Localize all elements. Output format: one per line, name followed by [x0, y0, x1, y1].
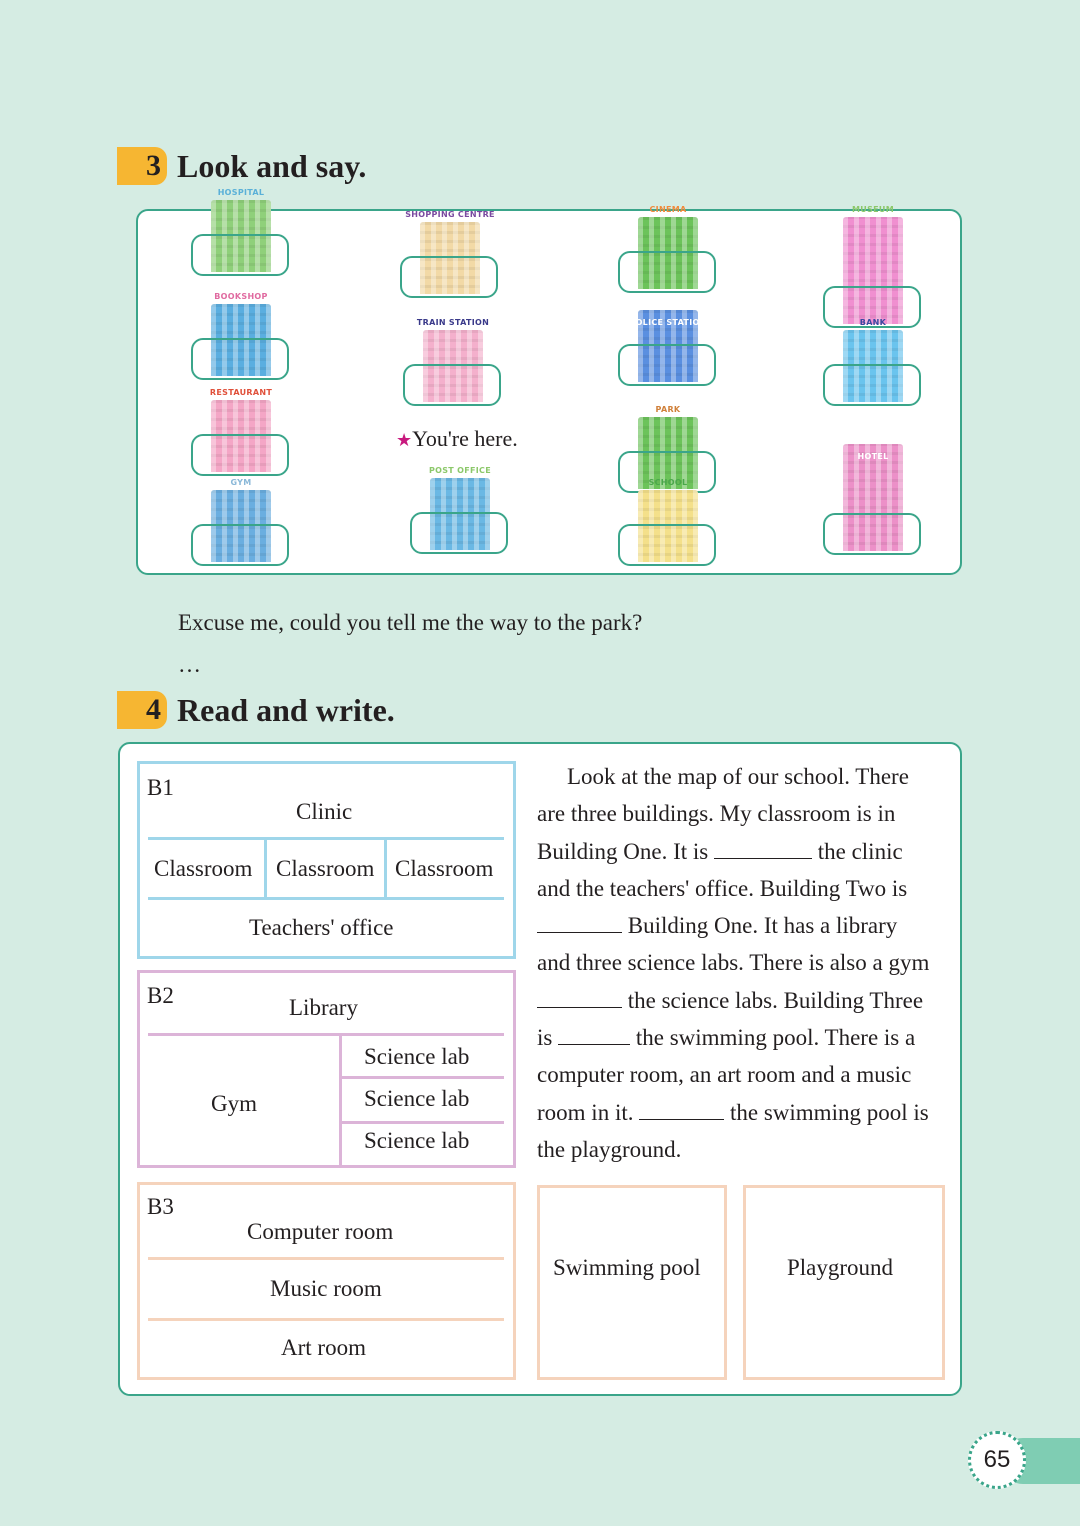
building-sign: HOSPITAL [217, 188, 265, 197]
building-two-label: B2 [147, 983, 174, 1008]
section-number-badge: 3 [117, 147, 167, 185]
answer-slot[interactable] [618, 344, 716, 386]
passage-text: Building One. It has a library [627, 913, 898, 939]
playground-label: Playground [787, 1255, 894, 1280]
divider [264, 839, 267, 899]
building-sign: BANK [859, 318, 887, 327]
room-clinic: Clinic [296, 799, 353, 824]
building-sign: PARK [655, 405, 681, 414]
passage-text: Building One. It is [537, 838, 709, 864]
building-gym [186, 478, 296, 568]
answer-slot[interactable] [191, 234, 289, 276]
room-music-room: Music room [270, 1276, 382, 1301]
passage-line: are three buildings. My classroom is in [537, 801, 896, 827]
building-school [613, 478, 723, 568]
room-computer-room: Computer room [247, 1219, 394, 1244]
room-art-room: Art room [281, 1335, 366, 1360]
you-are-here-marker [396, 426, 518, 452]
room-teachers-office: Teachers' office [249, 915, 394, 940]
room-classroom: Classroom [154, 856, 253, 881]
building-hotel [818, 432, 928, 557]
passage-text: is [537, 1025, 553, 1051]
building-sign: MUSEUM [852, 205, 894, 214]
answer-slot[interactable] [191, 338, 289, 380]
answer-slot[interactable] [618, 524, 716, 566]
building-three-label: B3 [147, 1194, 174, 1219]
passage-text: the science labs. Building Three [627, 987, 924, 1013]
building-post-office [405, 466, 515, 556]
building-police-station [613, 298, 723, 388]
section-title: Read and write. [177, 691, 395, 728]
answer-slot[interactable] [823, 364, 921, 406]
room-science-lab: Science lab [364, 1128, 470, 1153]
room-science-lab: Science lab [364, 1044, 470, 1069]
dialog-continue: … [178, 652, 201, 677]
answer-blank-3[interactable] [537, 989, 622, 1008]
answer-blank-4[interactable] [558, 1026, 630, 1045]
passage-line [537, 1094, 955, 1131]
room-science-lab: Science lab [364, 1086, 470, 1111]
dialog-line: Excuse me, could you tell me the way to the park? [178, 610, 643, 635]
swimming-pool-area [537, 1185, 727, 1380]
passage-line [537, 907, 955, 944]
section-4-heading [117, 691, 395, 729]
divider [339, 1035, 342, 1165]
passage-text: the swimming pool is [729, 1099, 929, 1125]
passage-line: Look at the map of our school. There [567, 764, 909, 789]
divider [384, 839, 387, 899]
building-bank [818, 318, 928, 408]
answer-slot[interactable] [400, 256, 498, 298]
divider [341, 1121, 504, 1124]
passage-line [537, 833, 955, 870]
answer-slot[interactable] [191, 434, 289, 476]
section-3-heading [117, 147, 366, 185]
answer-blank-2[interactable] [537, 914, 622, 933]
answer-slot[interactable] [403, 364, 501, 406]
passage-line [537, 1019, 955, 1056]
room-library: Library [289, 995, 358, 1020]
passage-line: and the teachers' office. Building Two is [537, 875, 908, 901]
passage-line: and three science labs. There is also a gym [537, 950, 930, 976]
passage-text: room in it. [537, 1099, 634, 1125]
building-sign: GYM [230, 478, 252, 487]
room-classroom: Classroom [276, 856, 375, 881]
passage-line: the playground. [537, 1136, 682, 1162]
section-number-badge: 4 [117, 691, 167, 729]
building-sign: SHOPPING CENTRE [405, 210, 495, 219]
divider [148, 837, 504, 840]
passage-line: computer room, an art room and a music [537, 1062, 912, 1088]
building-cinema [613, 205, 723, 295]
room-classroom: Classroom [395, 856, 494, 881]
divider [148, 897, 504, 900]
building-sign: RESTAURANT [209, 388, 273, 397]
divider [341, 1076, 504, 1079]
answer-blank-5[interactable] [639, 1101, 724, 1120]
passage-text: the swimming pool. There is a [635, 1025, 916, 1051]
answer-slot[interactable] [410, 512, 508, 554]
answer-blank-1[interactable] [714, 840, 812, 859]
reading-passage [537, 758, 955, 1168]
passage-line [537, 982, 955, 1019]
building-restaurant [186, 388, 296, 478]
building-hospital [186, 188, 296, 278]
building-sign: HOTEL [857, 452, 889, 461]
answer-slot[interactable] [823, 513, 921, 555]
building-one-label: B1 [147, 775, 174, 800]
passage-text: the clinic [817, 838, 903, 864]
star-icon: ★ [396, 430, 413, 450]
page-number: 65 [968, 1431, 1026, 1489]
building-sign: POLICE STATION [629, 318, 707, 327]
divider [148, 1318, 504, 1321]
building-sign: BOOKSHOP [214, 292, 268, 301]
you-are-here-label: You're here. [412, 426, 518, 451]
divider [148, 1033, 504, 1036]
building-sign: TRAIN STATION [416, 318, 490, 327]
building-sign: CINEMA [649, 205, 687, 214]
room-gym: Gym [211, 1091, 257, 1116]
answer-slot[interactable] [191, 524, 289, 566]
building-train-station [398, 318, 508, 408]
swimming-pool-label: Swimming pool [553, 1255, 701, 1280]
building-museum [818, 205, 928, 330]
playground-area [743, 1185, 945, 1380]
answer-slot[interactable] [618, 251, 716, 293]
section-title: Look and say. [177, 147, 367, 184]
building-bookshop [186, 292, 296, 382]
divider [148, 1257, 504, 1260]
building-shopping-centre [395, 210, 505, 300]
building-sign: POST OFFICE [428, 466, 491, 475]
building-sign: SCHOOL [648, 478, 688, 487]
